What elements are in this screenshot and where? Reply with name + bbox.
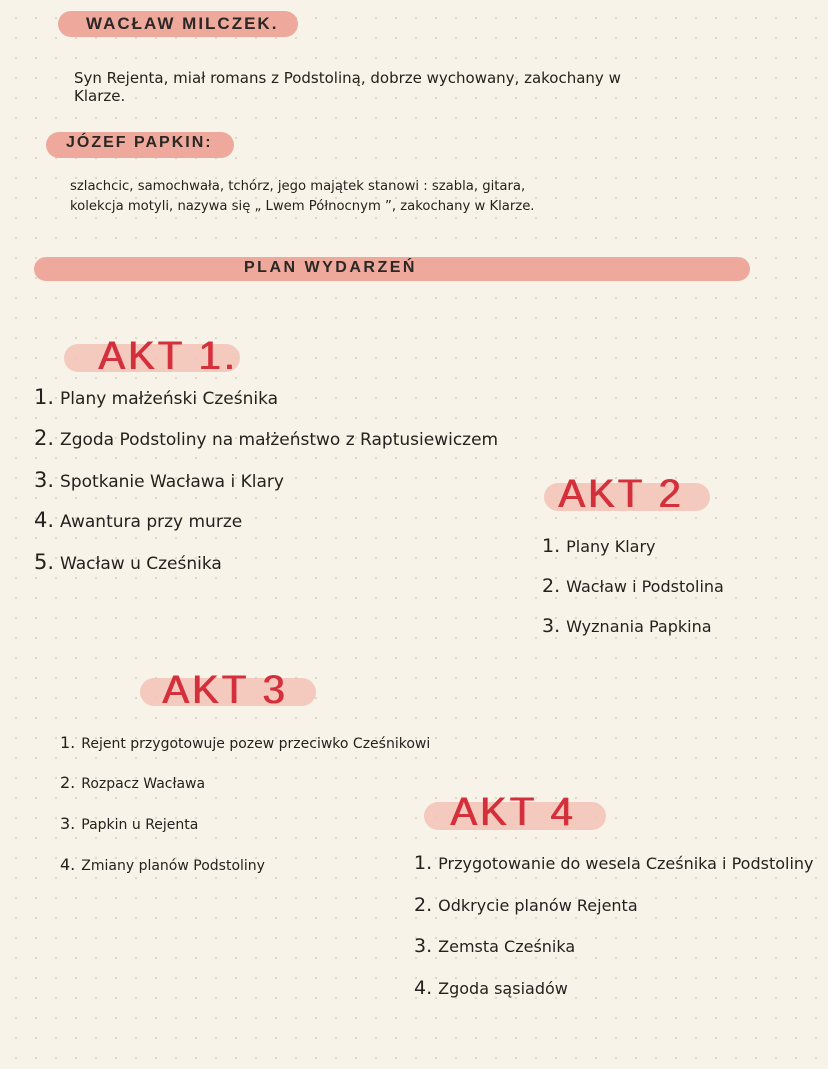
list-item: 2. Wacław i Podstolina bbox=[542, 575, 724, 597]
list-item: 1. Rejent przygotowuje pozew przeciwko Cześnikowi bbox=[60, 733, 431, 752]
list-item: 2. Rozpacz Wacława bbox=[60, 773, 206, 792]
akt-2-title: AKT 2 bbox=[558, 472, 684, 516]
list-item: 2. Zgoda Podstoliny na małżeństwo z Raptusiewiczem bbox=[34, 426, 499, 450]
akt-4-title: AKT 4 bbox=[450, 790, 576, 834]
plan-title: PLAN WYDARZEŃ bbox=[244, 259, 417, 276]
list-item: 4. Zmiany planów Podstoliny bbox=[60, 855, 265, 874]
character-name-milczek: WACŁAW MILCZEK. bbox=[86, 14, 279, 33]
list-item: 1. Przygotowanie do wesela Cześnika i Podstoliny bbox=[414, 852, 814, 874]
list-item: 1. Plany Klary bbox=[542, 535, 656, 557]
list-item: 3. Wyznania Papkina bbox=[542, 615, 712, 637]
character-name-papkin: JÓZEF PAPKIN: bbox=[66, 134, 213, 151]
list-item: 3. Zemsta Cześnika bbox=[414, 935, 576, 957]
list-item: 5. Wacław u Cześnika bbox=[34, 550, 222, 574]
list-item: 2. Odkrycie planów Rejenta bbox=[414, 894, 638, 916]
character-desc-line: Klarze. bbox=[74, 87, 126, 105]
list-item: 4. Awantura przy murze bbox=[34, 508, 243, 532]
list-item: 3. Papkin u Rejenta bbox=[60, 814, 199, 833]
list-item: 3. Spotkanie Wacława i Klary bbox=[34, 468, 284, 492]
character-desc-line: szlachcic, samochwała, tchórz, jego majątek stanowi : szabla, gitara, bbox=[70, 179, 526, 194]
character-desc-line: kolekcja motyli, nazywa się „ Lwem Północnym ”, zakochany w Klarze. bbox=[70, 199, 535, 214]
akt-1-title: AKT 1. bbox=[98, 334, 238, 378]
character-desc-line: Syn Rejenta, miał romans z Podstoliną, dobrze wychowany, zakochany w bbox=[74, 69, 621, 87]
akt-3-title: AKT 3 bbox=[162, 668, 288, 712]
list-item: 1. Plany małżeński Cześnika bbox=[34, 385, 279, 409]
list-item: 4. Zgoda sąsiadów bbox=[414, 977, 568, 999]
